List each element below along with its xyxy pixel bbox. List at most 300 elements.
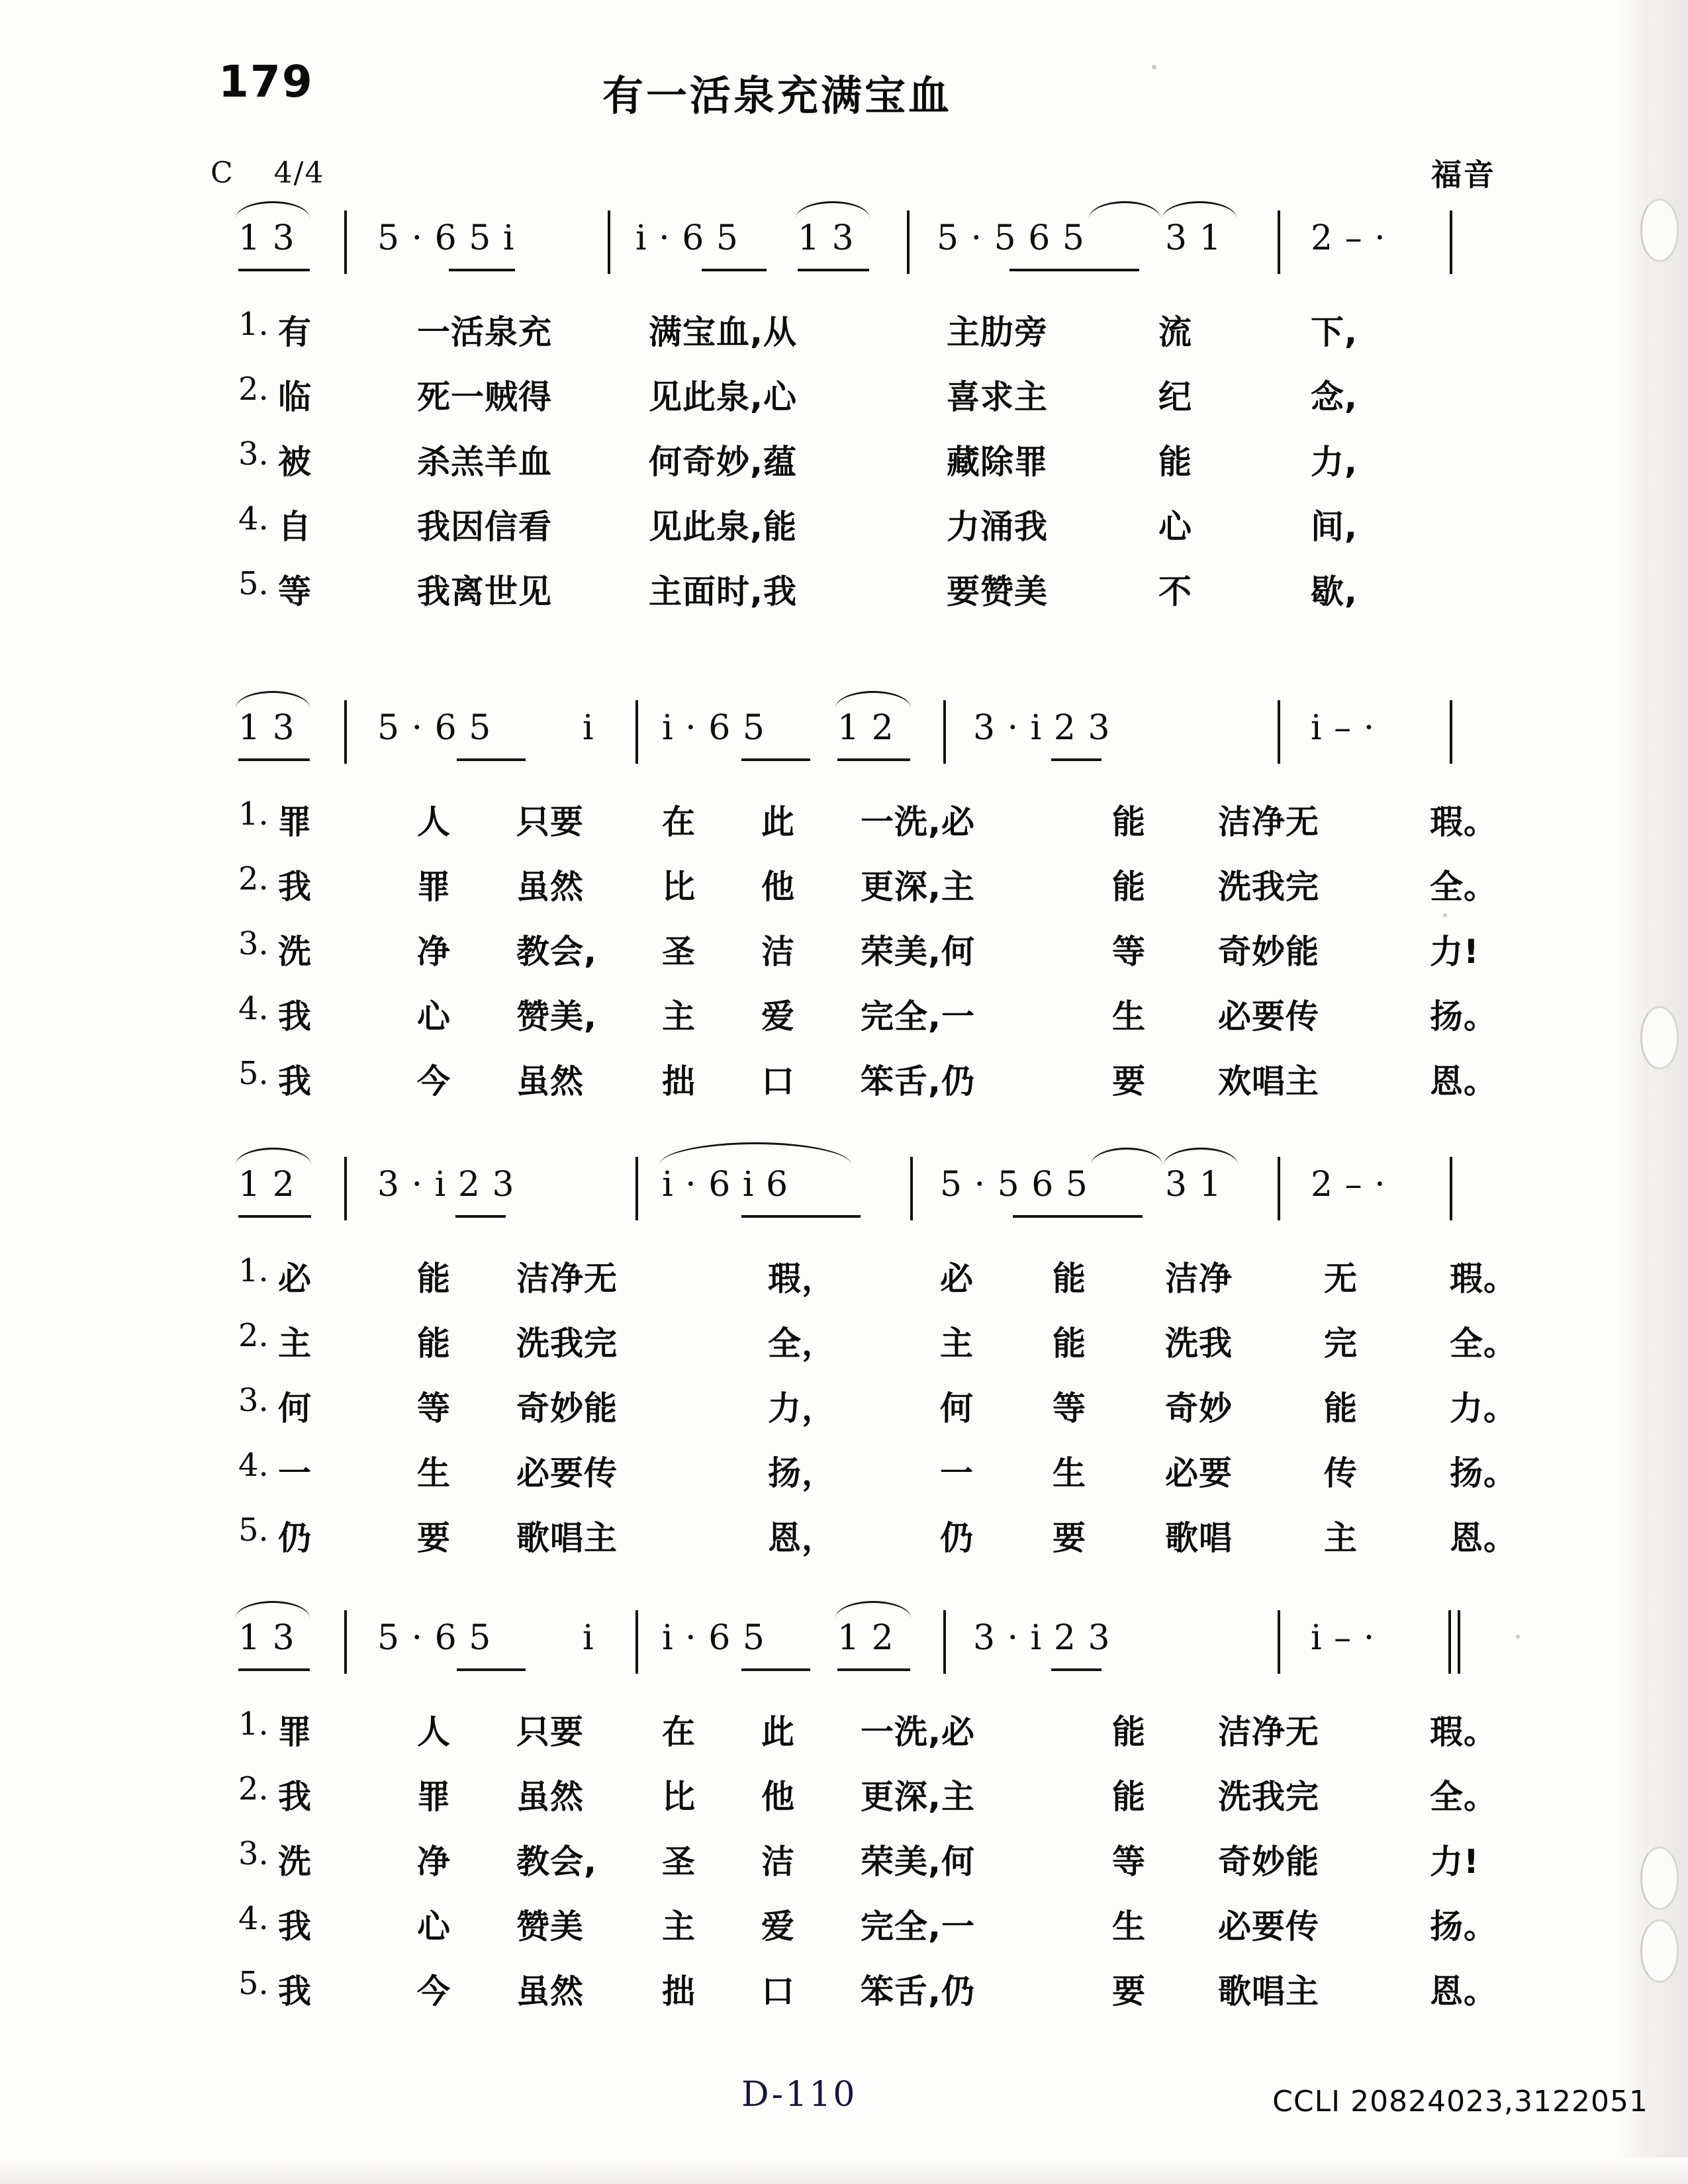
lyric-syllable: 能: [417, 1259, 451, 1298]
lyric-syllable: 力。: [1450, 1389, 1517, 1428]
lyric-syllable: 净: [417, 1843, 451, 1881]
verse-number: 5.: [238, 1965, 269, 2002]
lyric-syllable: 我: [278, 1972, 312, 2011]
lyric-syllable: 我: [278, 997, 312, 1036]
beam-line: [238, 758, 310, 761]
barline-end: [1450, 1157, 1452, 1220]
lyric-syllable: 教会,: [516, 1843, 597, 1881]
lyric-syllable: 洁净无: [516, 1259, 618, 1298]
lyric-syllable: 能: [1112, 1778, 1146, 1816]
lyric-syllable: 见此泉,心: [649, 378, 797, 416]
lyric-syllable: 荣美,何: [861, 1843, 975, 1881]
beam-line: [1051, 758, 1102, 761]
lyric-syllable: 生: [1053, 1454, 1086, 1492]
lyric-syllable: 力!: [1430, 933, 1479, 971]
lyric-syllable: 力，: [768, 1389, 835, 1428]
verse-number: 5.: [238, 1512, 269, 1549]
key-label: C: [211, 156, 234, 190]
lyric-syllable: 人: [417, 803, 451, 841]
note-group: i · 6 i 6: [662, 1165, 789, 1205]
note-group: 3 1: [1165, 1165, 1222, 1205]
time-signature-label: 4/4: [273, 156, 325, 190]
lyric-syllable: 全。: [1430, 868, 1497, 906]
lyric-syllable: 主: [662, 1907, 696, 1946]
lyric-syllable: 有: [278, 313, 312, 351]
lyric-syllable: 此: [761, 803, 795, 841]
lyric-syllable: 洗我完: [1218, 868, 1319, 906]
lyric-syllable: 我: [278, 1778, 312, 1816]
verse-number: 3.: [238, 1835, 269, 1872]
lyric-syllable: 何奇妙,蕴: [649, 443, 797, 481]
note-group: i · 6 5: [662, 1618, 765, 1658]
music-system-2: [238, 708, 1497, 1120]
slur-arc: [835, 691, 911, 708]
lyric-syllable: 比: [662, 868, 696, 906]
lyric-syllable: 净: [417, 933, 451, 971]
beam-line: [1051, 1668, 1102, 1671]
barline-end: [1450, 210, 1452, 274]
slur-arc: [236, 1601, 310, 1618]
lyric-syllable: 瑕。: [1430, 1713, 1497, 1751]
lyric-syllable: 生: [1112, 997, 1146, 1036]
lyric-syllable: 仍: [940, 1519, 974, 1557]
lyric-syllable: 罪: [417, 1778, 451, 1816]
lyric-syllable: 我: [278, 868, 312, 906]
barline: [635, 700, 638, 764]
lyric-syllable: 自: [278, 508, 312, 546]
lyric-row: [238, 1706, 1497, 1770]
note-group: 2 – ·: [1311, 1165, 1386, 1205]
lyric-syllable: 下,: [1311, 313, 1358, 351]
lyric-syllable: 一: [940, 1454, 974, 1492]
beam-line: [798, 269, 869, 271]
lyric-syllable: 心: [1158, 508, 1192, 546]
music-system-1: [238, 218, 1443, 630]
lyric-syllable: 必要: [1165, 1454, 1233, 1492]
lyric-syllable: 教会,: [516, 933, 597, 971]
barline: [1278, 1610, 1280, 1674]
lyric-row: [238, 860, 1497, 925]
beam-line: [837, 1668, 910, 1671]
binder-hole: [1640, 1006, 1679, 1069]
lyric-syllable: 只要: [516, 803, 584, 841]
note-group: 3 · i 2 3: [973, 1618, 1111, 1658]
note-group: i · 6 5: [635, 218, 739, 258]
lyric-syllable: 完全,一: [861, 1907, 975, 1946]
lyric-syllable: 杀羔羊血: [417, 443, 552, 481]
verse-number: 1.: [238, 796, 269, 833]
verse-number: 2.: [238, 1770, 269, 1807]
lyric-syllable: 纪: [1158, 378, 1192, 416]
note-group: 3 1: [1165, 218, 1222, 258]
lyric-syllable: 间,: [1311, 508, 1358, 546]
lyric-syllable: 主面时,我: [649, 572, 797, 611]
lyric-row: [238, 435, 1443, 500]
lyric-syllable: 要: [1053, 1519, 1086, 1557]
lyric-syllable: 洗: [278, 933, 312, 971]
music-system-4: [238, 1618, 1497, 2030]
verse-number: 4.: [238, 990, 269, 1027]
lyric-syllable: 扬。: [1430, 1907, 1497, 1946]
note-group: i: [583, 708, 594, 748]
lyric-syllable: 主: [940, 1324, 974, 1363]
lyric-syllable: 口: [761, 1062, 795, 1101]
note-group: 5 · 6 5: [377, 1618, 492, 1658]
lyric-syllable: 圣: [662, 1843, 696, 1881]
note-group: 5 · 5 6 5: [940, 1165, 1088, 1205]
beam-line: [449, 269, 515, 271]
slur-arc: [835, 1601, 911, 1618]
beam-line: [741, 1215, 861, 1218]
note-group: 1 2: [837, 708, 894, 748]
barline: [344, 210, 347, 274]
scan-speck: [1152, 65, 1156, 69]
lyric-row: [238, 1252, 1517, 1317]
lyric-syllable: 一洗,必: [861, 803, 975, 841]
lyric-syllable: 完: [1324, 1324, 1358, 1363]
lyric-syllable: 能: [1053, 1324, 1086, 1363]
lyric-syllable: 歌唱主: [1218, 1972, 1319, 2011]
lyric-syllable: 奇妙: [1165, 1389, 1233, 1428]
notation-line: [238, 1618, 1443, 1679]
lyric-syllable: 我: [278, 1907, 312, 1946]
binder-hole: [1640, 1919, 1679, 1983]
note-group: 5 · 6 5: [377, 708, 492, 748]
lyric-syllable: 力,: [1311, 443, 1358, 481]
beam-line: [1013, 1215, 1143, 1218]
lyric-syllable: 能: [1112, 803, 1146, 841]
lyric-syllable: 赞美: [516, 1907, 584, 1946]
slur-arc: [236, 201, 310, 218]
lyric-syllable: 藏除罪: [947, 443, 1048, 481]
lyric-syllable: 要: [1112, 1972, 1146, 2011]
note-group: 2 – ·: [1311, 218, 1386, 258]
lyric-syllable: 能: [1158, 443, 1192, 481]
lyric-row: [238, 565, 1443, 630]
beam-line: [702, 269, 767, 271]
lyric-syllable: 无: [1324, 1259, 1358, 1298]
lyric-syllable: 力!: [1430, 1843, 1479, 1881]
note-group: 1 3: [238, 1618, 295, 1658]
lyric-syllable: 何: [940, 1389, 974, 1428]
lyric-syllable: 生: [1112, 1907, 1146, 1946]
lyric-syllable: 恩。: [1430, 1972, 1497, 2011]
lyric-syllable: 只要: [516, 1713, 584, 1751]
slur-arc: [236, 691, 310, 708]
lyric-syllable: 更深,主: [861, 868, 975, 906]
verse-number: 1.: [238, 1706, 269, 1743]
lyric-row: [238, 925, 1479, 990]
lyric-syllable: 满宝血,从: [649, 313, 797, 351]
note-group: 1 3: [238, 218, 295, 258]
ccli-license: CCLI 20824023,3122051: [1272, 2085, 1648, 2118]
lyric-syllable: 等: [1053, 1389, 1086, 1428]
scan-edge-bottom: [0, 2158, 1688, 2184]
page-title: 有一活泉充满宝血: [602, 71, 953, 120]
beam-line: [238, 269, 310, 271]
barline: [910, 1157, 913, 1220]
barline: [907, 210, 910, 274]
lyric-syllable: 主: [662, 997, 696, 1036]
note-group: 5 · 5 6 5: [937, 218, 1085, 258]
slur-arc: [1091, 1148, 1162, 1165]
lyric-syllable: 念,: [1311, 378, 1358, 416]
lyric-syllable: 能: [1112, 1713, 1146, 1751]
lyric-syllable: 传: [1324, 1454, 1358, 1492]
lyric-syllable: 喜求主: [947, 378, 1048, 416]
barline: [344, 1157, 347, 1220]
lyric-syllable: 此: [761, 1713, 795, 1751]
lyric-syllable: 更深,主: [861, 1778, 975, 1816]
barline: [635, 1610, 638, 1674]
lyric-row: [238, 1382, 1517, 1447]
barline: [635, 1157, 638, 1220]
barline: [943, 700, 946, 764]
note-group: i – ·: [1311, 1618, 1376, 1658]
beam-line: [238, 1215, 311, 1218]
lyric-syllable: 歇,: [1311, 572, 1358, 611]
lyric-syllable: 等: [417, 1389, 451, 1428]
lyric-row: [238, 1317, 1517, 1382]
lyric-syllable: 今: [417, 1062, 451, 1101]
lyric-syllable: 笨舌,仍: [861, 1972, 975, 2011]
lyric-syllable: 必要传: [516, 1454, 618, 1492]
lyric-syllable: 恩。: [1430, 1062, 1497, 1101]
verse-number: 5.: [238, 565, 269, 602]
lyric-syllable: 虽然: [516, 1778, 584, 1816]
lyric-syllable: 口: [761, 1972, 795, 2011]
lyric-syllable: 我: [278, 1062, 312, 1101]
verse-number: 4.: [238, 1447, 269, 1484]
notation-line: [238, 708, 1443, 769]
lyric-syllable: 虽然: [516, 1062, 584, 1101]
lyric-syllable: 爱: [761, 1907, 795, 1946]
scan-speck: [1516, 1635, 1520, 1639]
lyric-row: [238, 990, 1497, 1055]
verse-number: 3.: [238, 435, 269, 473]
lyric-syllable: 能: [1324, 1389, 1358, 1428]
note-group: 1 2: [837, 1618, 894, 1658]
lyric-syllable: 流: [1158, 313, 1192, 351]
verse-number: 4.: [238, 500, 269, 537]
slur-arc: [1164, 1148, 1238, 1165]
lyric-syllable: 能: [1112, 868, 1146, 906]
lyric-syllable: 心: [417, 997, 451, 1036]
lyric-syllable: 扬，: [768, 1454, 835, 1492]
beam-line: [457, 758, 526, 761]
beam-line: [238, 1668, 310, 1671]
lyric-row: [238, 1447, 1517, 1512]
lyric-syllable: 虽然: [516, 868, 584, 906]
lyric-syllable: 一活泉充: [417, 313, 552, 351]
binder-hole: [1640, 1846, 1679, 1910]
lyric-syllable: 罪: [278, 1713, 312, 1751]
lyric-syllable: 瑕。: [1430, 803, 1497, 841]
lyric-syllable: 恩。: [1450, 1519, 1517, 1557]
note-group: 1 2: [238, 1165, 295, 1205]
lyric-syllable: 力涌我: [947, 508, 1048, 546]
slur-arc: [796, 201, 870, 218]
lyric-row: [238, 1512, 1517, 1576]
lyric-syllable: 必: [940, 1259, 974, 1298]
verse-number: 3.: [238, 1382, 269, 1419]
lyric-syllable: 欢唱主: [1218, 1062, 1319, 1101]
lyric-row: [238, 1835, 1479, 1900]
lyric-syllable: 全，: [768, 1324, 835, 1363]
lyric-syllable: 主: [1324, 1519, 1358, 1557]
lyric-syllable: 洁净无: [1218, 803, 1319, 841]
lyric-syllable: 扬。: [1450, 1454, 1517, 1492]
lyric-syllable: 笨舌,仍: [861, 1062, 975, 1101]
lyric-syllable: 必要传: [1218, 997, 1319, 1036]
lyric-syllable: 见此泉,能: [649, 508, 797, 546]
lyric-syllable: 死一贼得: [417, 378, 552, 416]
lyric-syllable: 要赞美: [947, 572, 1048, 611]
note-group: i · 6 5: [662, 708, 765, 748]
lyric-syllable: 等: [1112, 933, 1146, 971]
barline: [943, 1610, 946, 1674]
lyric-syllable: 在: [662, 803, 696, 841]
beam-line: [741, 758, 810, 761]
binder-hole: [1640, 199, 1679, 262]
lyric-syllable: 赞美,: [516, 997, 597, 1036]
verse-number: 4.: [238, 1900, 269, 1937]
beam-line: [455, 1215, 506, 1218]
lyric-syllable: 虽然: [516, 1972, 584, 2011]
lyric-syllable: 瑕。: [1450, 1259, 1517, 1298]
lyric-syllable: 等: [278, 572, 312, 611]
beam-line: [1009, 269, 1139, 271]
music-system-3: [238, 1165, 1517, 1576]
key-signature: [211, 156, 324, 190]
lyric-syllable: 洁: [761, 1843, 795, 1881]
lyric-syllable: 全。: [1430, 1778, 1497, 1816]
verse-number: 3.: [238, 925, 269, 962]
hymn-number: 179: [218, 56, 314, 107]
slur-arc: [236, 1148, 311, 1165]
beam-line: [837, 758, 910, 761]
note-group: 5 · 6 5 i: [377, 218, 515, 258]
lyric-syllable: 我离世见: [417, 572, 552, 611]
lyric-syllable: 必: [278, 1259, 312, 1298]
lyric-syllable: 洁净无: [1218, 1713, 1319, 1751]
lyric-syllable: 临: [278, 378, 312, 416]
note-group: 3 · i 2 3: [973, 708, 1111, 748]
lyric-syllable: 罪: [417, 868, 451, 906]
lyric-syllable: 主: [278, 1324, 312, 1363]
lyric-syllable: 圣: [662, 933, 696, 971]
slur-arc: [659, 1142, 851, 1165]
lyric-syllable: 荣美,何: [861, 933, 975, 971]
lyric-syllable: 主肋旁: [947, 313, 1048, 351]
page-code: D-110: [741, 2075, 857, 2115]
attribution: 福音: [1431, 157, 1496, 193]
barline: [1278, 700, 1280, 764]
lyric-row: [238, 1055, 1497, 1120]
slur-arc: [1089, 201, 1160, 218]
lyrics-block: [238, 796, 1497, 1120]
lyric-syllable: 全。: [1450, 1324, 1517, 1363]
lyric-syllable: 人: [417, 1713, 451, 1751]
beam-line: [457, 1668, 526, 1671]
barline: [344, 1610, 347, 1674]
lyric-syllable: 洗: [278, 1843, 312, 1881]
lyric-syllable: 洗我: [1165, 1324, 1233, 1363]
verse-number: 1.: [238, 1252, 269, 1289]
lyric-syllable: 要: [417, 1519, 451, 1557]
lyric-syllable: 在: [662, 1713, 696, 1751]
lyrics-block: [238, 1252, 1517, 1576]
lyric-syllable: 一: [278, 1454, 312, 1492]
lyric-syllable: 我因信看: [417, 508, 552, 546]
barline: [344, 700, 347, 764]
note-group: i: [583, 1618, 594, 1658]
lyric-syllable: 拙: [662, 1972, 696, 2011]
lyric-syllable: 歌唱: [1165, 1519, 1233, 1557]
lyric-syllable: 瑕，: [768, 1259, 835, 1298]
lyric-syllable: 心: [417, 1907, 451, 1946]
verse-number: 5.: [238, 1055, 269, 1092]
lyric-syllable: 他: [761, 868, 795, 906]
lyric-syllable: 拙: [662, 1062, 696, 1101]
lyric-syllable: 奇妙能: [1218, 933, 1319, 971]
notation-line: [238, 218, 1443, 279]
lyric-syllable: 今: [417, 1972, 451, 2011]
lyrics-block: [238, 1706, 1497, 2030]
note-group: 1 3: [798, 218, 855, 258]
lyric-row: [238, 500, 1443, 565]
barline-end: [1450, 700, 1452, 764]
lyric-syllable: 能: [417, 1324, 451, 1363]
barline-final: [1448, 1610, 1451, 1674]
note-group: i – ·: [1311, 708, 1376, 748]
verse-number: 1.: [238, 306, 269, 343]
lyric-syllable: 等: [1112, 1843, 1146, 1881]
lyric-syllable: 罪: [278, 803, 312, 841]
slur-arc: [1162, 201, 1237, 218]
scan-speck: [1443, 913, 1447, 917]
lyric-syllable: 奇妙能: [516, 1389, 618, 1428]
barline: [608, 210, 610, 274]
lyric-syllable: 一洗,必: [861, 1713, 975, 1751]
lyric-syllable: 比: [662, 1778, 696, 1816]
lyric-syllable: 被: [278, 443, 312, 481]
lyric-syllable: 歌唱主: [516, 1519, 618, 1557]
lyric-syllable: 生: [417, 1454, 451, 1492]
lyric-syllable: 要: [1112, 1062, 1146, 1101]
lyric-syllable: 洗我完: [1218, 1778, 1319, 1816]
lyric-syllable: 仍: [278, 1519, 312, 1557]
lyric-syllable: 扬。: [1430, 997, 1497, 1036]
lyric-syllable: 洁: [761, 933, 795, 971]
lyric-syllable: 爱: [761, 997, 795, 1036]
lyric-row: [238, 306, 1443, 371]
lyric-row: [238, 1965, 1497, 2030]
verse-number: 2.: [238, 1317, 269, 1354]
lyric-syllable: 能: [1053, 1259, 1086, 1298]
lyric-syllable: 必要传: [1218, 1907, 1319, 1946]
barline: [1278, 210, 1280, 274]
note-group: 1 3: [238, 708, 295, 748]
lyric-row: [238, 371, 1443, 435]
lyric-syllable: 何: [278, 1389, 312, 1428]
lyrics-block: [238, 306, 1443, 630]
verse-number: 2.: [238, 371, 269, 408]
lyric-syllable: 奇妙能: [1218, 1843, 1319, 1881]
lyric-syllable: 不: [1158, 572, 1192, 611]
verse-number: 2.: [238, 860, 269, 897]
lyric-row: [238, 1900, 1497, 1965]
